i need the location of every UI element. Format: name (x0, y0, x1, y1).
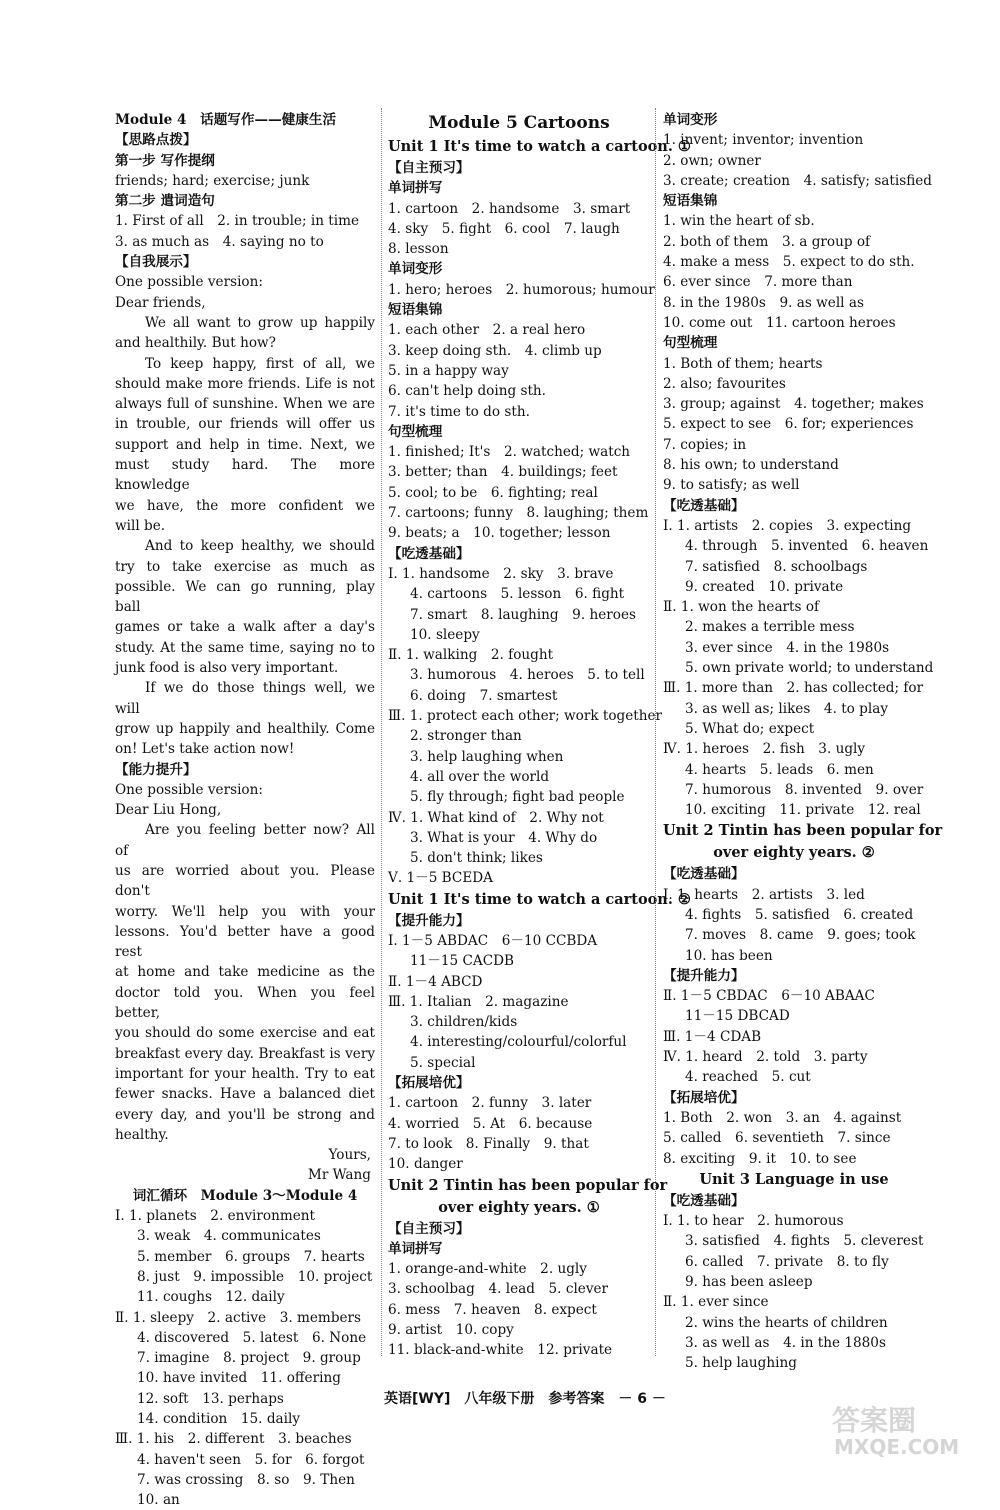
answer-line: Are you feeling better now? All of (115, 822, 375, 859)
answer-line: Ⅱ. 1. won the hearts of (663, 599, 820, 616)
answer-line: 12. soft 13. perhaps (137, 1390, 284, 1407)
answer-line: worry. We'll help you with your (115, 903, 375, 920)
answer-line: Ⅴ. 1－5 BCEDA (388, 870, 493, 887)
answer-line: Unit 2 Tintin has been popular for (663, 822, 943, 840)
answer-line: 【提升能力】 (388, 912, 470, 929)
answer-line: 11. black-and-white 12. private (388, 1342, 613, 1359)
column-divider (381, 108, 382, 1356)
answer-line: Ⅳ. 1. heroes 2. fish 3. ugly (663, 741, 866, 758)
answer-line: Ⅰ. 1. artists 2. copies 3. expecting (663, 517, 912, 534)
answer-line: Ⅱ. 1. sleepy 2. active 3. members (115, 1309, 362, 1326)
answer-line: over eighty years. ② (713, 844, 875, 862)
answer-line: 7. smart 8. laughing 9. heroes (410, 606, 636, 623)
answer-line: 7. it's time to do sth. (388, 403, 530, 420)
answer-line: 5. help laughing (685, 1355, 797, 1372)
answer-line: 8. exciting 9. it 10. to see (663, 1150, 857, 1167)
answer-line: Ⅱ. 1－4 ABCD (388, 973, 483, 990)
answer-line: 1. invent; inventor; invention (663, 132, 864, 149)
answer-line: 5. What do; expect (685, 720, 815, 737)
answer-line: grow up happily and healthily. Come (115, 720, 375, 737)
answer-line: To keep happy, first of all, we (145, 355, 375, 372)
answer-line: 3. as well as 4. in the 1880s (685, 1334, 886, 1351)
answer-line: 5. called 6. seventieth 7. since (663, 1130, 891, 1147)
answer-line: Unit 2 Tintin has been popular for (388, 1176, 668, 1194)
answer-line: Unit 1 It's time to watch a cartoon. ① (388, 138, 691, 155)
answer-line: 5. fly through; fight bad people (410, 789, 625, 806)
answer-line: 1. cartoon 2. funny 3. later (388, 1095, 592, 1112)
answer-line: 【自主预习】 (388, 1220, 470, 1237)
answer-line: 4. hearts 5. leads 6. men (685, 761, 874, 778)
answer-line: 1. each other 2. a real hero (388, 322, 586, 339)
answer-line: Ⅱ. 1. ever since (663, 1294, 769, 1311)
answer-line: 3. help laughing when (410, 748, 564, 765)
answer-line: 7. to look 8. Finally 9. that (388, 1135, 589, 1152)
answer-line: 【思路点拨】 (115, 132, 197, 149)
answer-line: 【自我展示】 (115, 254, 197, 271)
answer-line: 11. coughs 12. daily (137, 1289, 285, 1306)
answer-line: 3. children/kids (410, 1014, 518, 1031)
answer-line: Ⅰ. 1. planets 2. environment (115, 1208, 315, 1225)
answer-line: always full of sunshine. When we are (115, 396, 375, 413)
answer-line: 10. sleepy (410, 626, 480, 643)
answer-line: 5. expect to see 6. for; experiences (663, 416, 914, 433)
answer-line: 7. humorous 8. invented 9. over (685, 781, 924, 798)
answer-line: 4. cartoons 5. lesson 6. fight (410, 586, 625, 603)
answer-line: 【吃透基础】 (663, 1192, 745, 1209)
answer-line: lessons. You'd better have a good rest (115, 923, 375, 961)
answer-line: 6. ever since 7. more than (663, 274, 853, 291)
answer-line: 1. cartoon 2. handsome 3. smart (388, 200, 631, 217)
answer-line: 10. exciting 11. private 12. real (685, 802, 921, 819)
answer-line: over eighty years. ① (438, 1198, 600, 1216)
answer-line: Dear friends, (115, 294, 206, 311)
answer-line: 5. in a happy way (388, 362, 509, 379)
answer-line: Ⅳ. 1. What kind of 2. Why not (388, 809, 604, 826)
answer-line: must study hard. The more knowledge (115, 457, 375, 494)
answer-line: Unit 3 Language in use (699, 1170, 889, 1188)
answer-line: 8. lesson (388, 241, 449, 258)
answer-line: 4. fights 5. satisfied 6. created (685, 906, 914, 923)
answer-line: 6. called 7. private 8. to fly (685, 1253, 889, 1270)
answer-line: 3. satisfied 4. fights 5. cleverest (685, 1233, 924, 1250)
answer-line: 2. wins the hearts of children (685, 1314, 888, 1331)
answer-line: Yours, (328, 1147, 371, 1164)
watermark-logo (822, 1400, 992, 1458)
answer-line: 7. was crossing 8. so 9. Then (137, 1471, 355, 1488)
answer-line: 句型梳理 (388, 423, 443, 440)
answer-line: 4. sky 5. fight 6. cool 7. laugh (388, 220, 620, 237)
answer-line: should make more friends. Life is not (115, 375, 375, 392)
answer-line: 【吃透基础】 (663, 866, 745, 883)
answer-line: 4. worried 5. At 6. because (388, 1115, 593, 1132)
answer-line: 4. through 5. invented 6. heaven (685, 538, 929, 555)
answer-line: 5. member 6. groups 7. hearts (137, 1248, 365, 1265)
watermark-text: MXQE.COM (834, 1435, 960, 1458)
answer-line: 3. humorous 4. heroes 5. to tell (410, 667, 645, 684)
answer-line: possible. We can go running, play ball (115, 578, 375, 616)
answer-line: Ⅰ. 1. to hear 2. humorous (663, 1213, 844, 1230)
answer-line: us are worried about you. Please don't (115, 862, 375, 900)
answer-line: 单词拼写 (388, 1240, 443, 1257)
answer-line: 2. stronger than (410, 728, 522, 745)
answer-line: 3. create; creation 4. satisfy; satisfied (663, 172, 933, 189)
answer-line: 【拓展培优】 (388, 1075, 470, 1092)
answer-line: games or take a walk after a day's (115, 619, 375, 636)
answer-line: 10. come out 11. cartoon heroes (663, 314, 896, 331)
answer-line: 4. interesting/colourful/colorful (410, 1034, 627, 1051)
answer-line: 4. discovered 5. latest 6. None (137, 1329, 367, 1346)
answer-line: 9. artist 10. copy (388, 1322, 514, 1339)
answer-line: 【吃透基础】 (663, 497, 745, 514)
answer-line: 3. ever since 4. in the 1980s (685, 639, 890, 656)
answer-line: 9. created 10. private (685, 578, 844, 595)
answer-line: 4. haven't seen 5. for 6. forgot (137, 1451, 365, 1468)
answer-line: important for your health. Try to eat (115, 1065, 375, 1082)
answer-line: 7. satisfied 8. schoolbags (685, 558, 868, 575)
answer-line: 10. has been (685, 947, 773, 964)
answer-line: 单词变形 (388, 261, 443, 278)
answer-line: Ⅰ. 1－5 ABDAC 6－10 CCBDA (388, 932, 598, 949)
answer-line: 5. own private world; to understand (685, 660, 934, 677)
answer-line: 5. cool; to be 6. fighting; real (388, 484, 598, 501)
column-middle (388, 110, 691, 1361)
answer-line: 短语集锦 (663, 193, 718, 210)
answer-line: 3. What is your 4. Why do (410, 829, 598, 846)
page-footer: 英语[WY] 八年级下册 参考答案 － 6 － (384, 1391, 666, 1407)
answer-line: Ⅱ. 1－5 CBDAC 6－10 ABAAC (663, 988, 875, 1005)
answer-line: we have, the more confident we (115, 497, 375, 514)
answer-line: 5. special (410, 1054, 476, 1071)
answer-line: 【能力提升】 (115, 761, 197, 778)
answer-line: 1. Both of them; hearts (663, 355, 823, 372)
answer-line: Ⅰ. 1. hearts 2. artists 3. led (663, 886, 865, 903)
answer-line: 7. copies; in (663, 436, 747, 453)
answer-line: And to keep healthy, we should (145, 538, 375, 555)
answer-line: healthy. (115, 1126, 169, 1143)
answer-line: Ⅲ. 1. more than 2. has collected; for (663, 680, 924, 697)
answer-line: 2. makes a terrible mess (685, 619, 855, 636)
answer-line: 7. cartoons; funny 8. laughing; them (388, 505, 649, 522)
answer-line: 1. finished; It's 2. watched; watch (388, 444, 631, 461)
answer-line: 2. both of them 3. a group of (663, 233, 871, 250)
answer-line: We all want to grow up happily (145, 314, 375, 331)
answer-line: 10. danger (388, 1156, 463, 1173)
column-left (115, 110, 375, 1510)
answer-line: 14. condition 15. daily (137, 1411, 301, 1427)
answer-line: 3. weak 4. communicates (137, 1228, 321, 1245)
answer-line: 【吃透基础】 (388, 545, 470, 562)
answer-line: and healthily. But how? (115, 335, 276, 352)
answer-line: 1. orange-and-white 2. ugly (388, 1261, 587, 1278)
answer-line: If we do those things well, we will (115, 680, 375, 717)
answer-line: 1. First of all 2. in trouble; in time (115, 213, 360, 230)
answer-line: 3. keep doing sth. 4. climb up (388, 342, 602, 359)
answer-line: 5. don't think; likes (410, 850, 543, 867)
answer-line: 11－15 CACDB (410, 953, 515, 970)
answer-line: at home and take medicine as the (115, 964, 375, 981)
answer-line: 10. an (137, 1492, 180, 1509)
answer-line: 句型梳理 (663, 335, 718, 352)
answer-line: friends; hard; exercise; junk (115, 172, 310, 189)
answer-line: 4. all over the world (410, 768, 550, 785)
answer-line: study. At the same time, saying no to (115, 639, 375, 656)
column-divider (655, 108, 656, 1356)
answer-line: Module 5 Cartoons (428, 113, 610, 133)
answer-line: fewer snacks. Have a balanced diet (115, 1086, 375, 1103)
answer-line: 4. reached 5. cut (685, 1069, 811, 1086)
answer-line: 4. make a mess 5. expect to do sth. (663, 254, 915, 271)
answer-line: Ⅲ. 1－4 CDAB (663, 1028, 762, 1045)
answer-line: 第一步 写作提纲 (115, 152, 215, 169)
answer-line: 6. can't help doing sth. (388, 383, 546, 400)
answer-line: breakfast every day. Breakfast is very (115, 1045, 375, 1062)
answer-line: support and help in time. Next, we (115, 436, 375, 453)
answer-line: 3. as well as; likes 4. to play (685, 700, 889, 717)
answer-line: every day, and you'll be strong and (115, 1106, 375, 1123)
answer-line: try to take exercise as much as (115, 558, 375, 575)
answer-line: 7. moves 8. came 9. goes; took (685, 927, 916, 944)
answer-line: 短语集锦 (388, 302, 443, 319)
answer-line: 11－15 DBCAD (685, 1008, 790, 1025)
answer-line: 单词拼写 (388, 180, 443, 197)
answer-line: 单词变形 (663, 112, 718, 128)
answer-line: 2. also; favourites (663, 375, 786, 392)
column-right (663, 110, 943, 1374)
answer-line: 9. has been asleep (685, 1274, 813, 1291)
answer-line: 3. as much as 4. saying no to (115, 233, 324, 250)
answer-line: 8. in the 1980s 9. as well as (663, 294, 864, 311)
answer-line: 3. schoolbag 4. lead 5. clever (388, 1281, 609, 1298)
answer-line: 9. beats; a 10. together; lesson (388, 525, 611, 542)
answer-line: 第二步 遣词造句 (115, 193, 215, 210)
answer-line: will be. (115, 517, 166, 534)
answer-line: Ⅱ. 1. walking 2. fought (388, 647, 554, 664)
answer-line: you should do some exercise and eat (115, 1025, 375, 1042)
answer-line: 1. win the heart of sb. (663, 213, 815, 230)
answer-line: 7. imagine 8. project 9. group (137, 1350, 361, 1367)
svg-text:答案圈: 答案圈 (832, 1404, 917, 1437)
answer-line: junk food is also very important. (115, 660, 339, 677)
answer-line: Module 4 话题写作——健康生活 (115, 112, 337, 128)
answer-line: 【自主预习】 (388, 160, 470, 176)
answer-line: in trouble, our friends will offer us (115, 416, 375, 433)
answer-line: on! Let's take action now! (115, 741, 295, 758)
answer-line: 6. mess 7. heaven 8. expect (388, 1301, 597, 1318)
answer-line: 9. to satisfy; as well (663, 477, 800, 494)
answer-line: Mr Wang (307, 1167, 371, 1184)
answer-line: 【拓展培优】 (663, 1089, 745, 1106)
answer-line: doctor told you. When you feel better, (115, 984, 375, 1022)
answer-line: One possible version: (115, 274, 263, 291)
answer-line: 3. better; than 4. buildings; feet (388, 464, 618, 481)
answer-line: Unit 1 It's time to watch a cartoon. ② (388, 890, 691, 908)
answer-line: 词汇循环 Module 3～Module 4 (132, 1187, 358, 1204)
answer-line: Dear Liu Hong, (115, 802, 222, 819)
answer-line: 10. have invited 11. offering (137, 1370, 341, 1387)
answer-line: 8. just 9. impossible 10. project (137, 1268, 373, 1285)
answer-line: Ⅰ. 1. handsome 2. sky 3. brave (388, 565, 614, 582)
answer-line: Ⅳ. 1. heard 2. told 3. party (663, 1049, 868, 1066)
answer-line: 3. group; against 4. together; makes (663, 396, 924, 413)
answer-line: Ⅲ. 1. protect each other; work together (388, 708, 663, 725)
answer-line: One possible version: (115, 781, 263, 798)
answer-line: 1. Both 2. won 3. an 4. against (663, 1109, 902, 1126)
answer-line: Ⅲ. 1. Italian 2. magazine (388, 993, 569, 1010)
answer-line: Ⅲ. 1. his 2. different 3. beaches (115, 1431, 352, 1448)
answer-line: 【提升能力】 (663, 967, 745, 984)
answer-line: 8. his own; to understand (663, 457, 839, 474)
answer-line: 1. hero; heroes 2. humorous; humour (388, 281, 655, 298)
answer-line: 6. doing 7. smartest (410, 687, 558, 704)
answer-line: 2. own; owner (663, 152, 761, 169)
